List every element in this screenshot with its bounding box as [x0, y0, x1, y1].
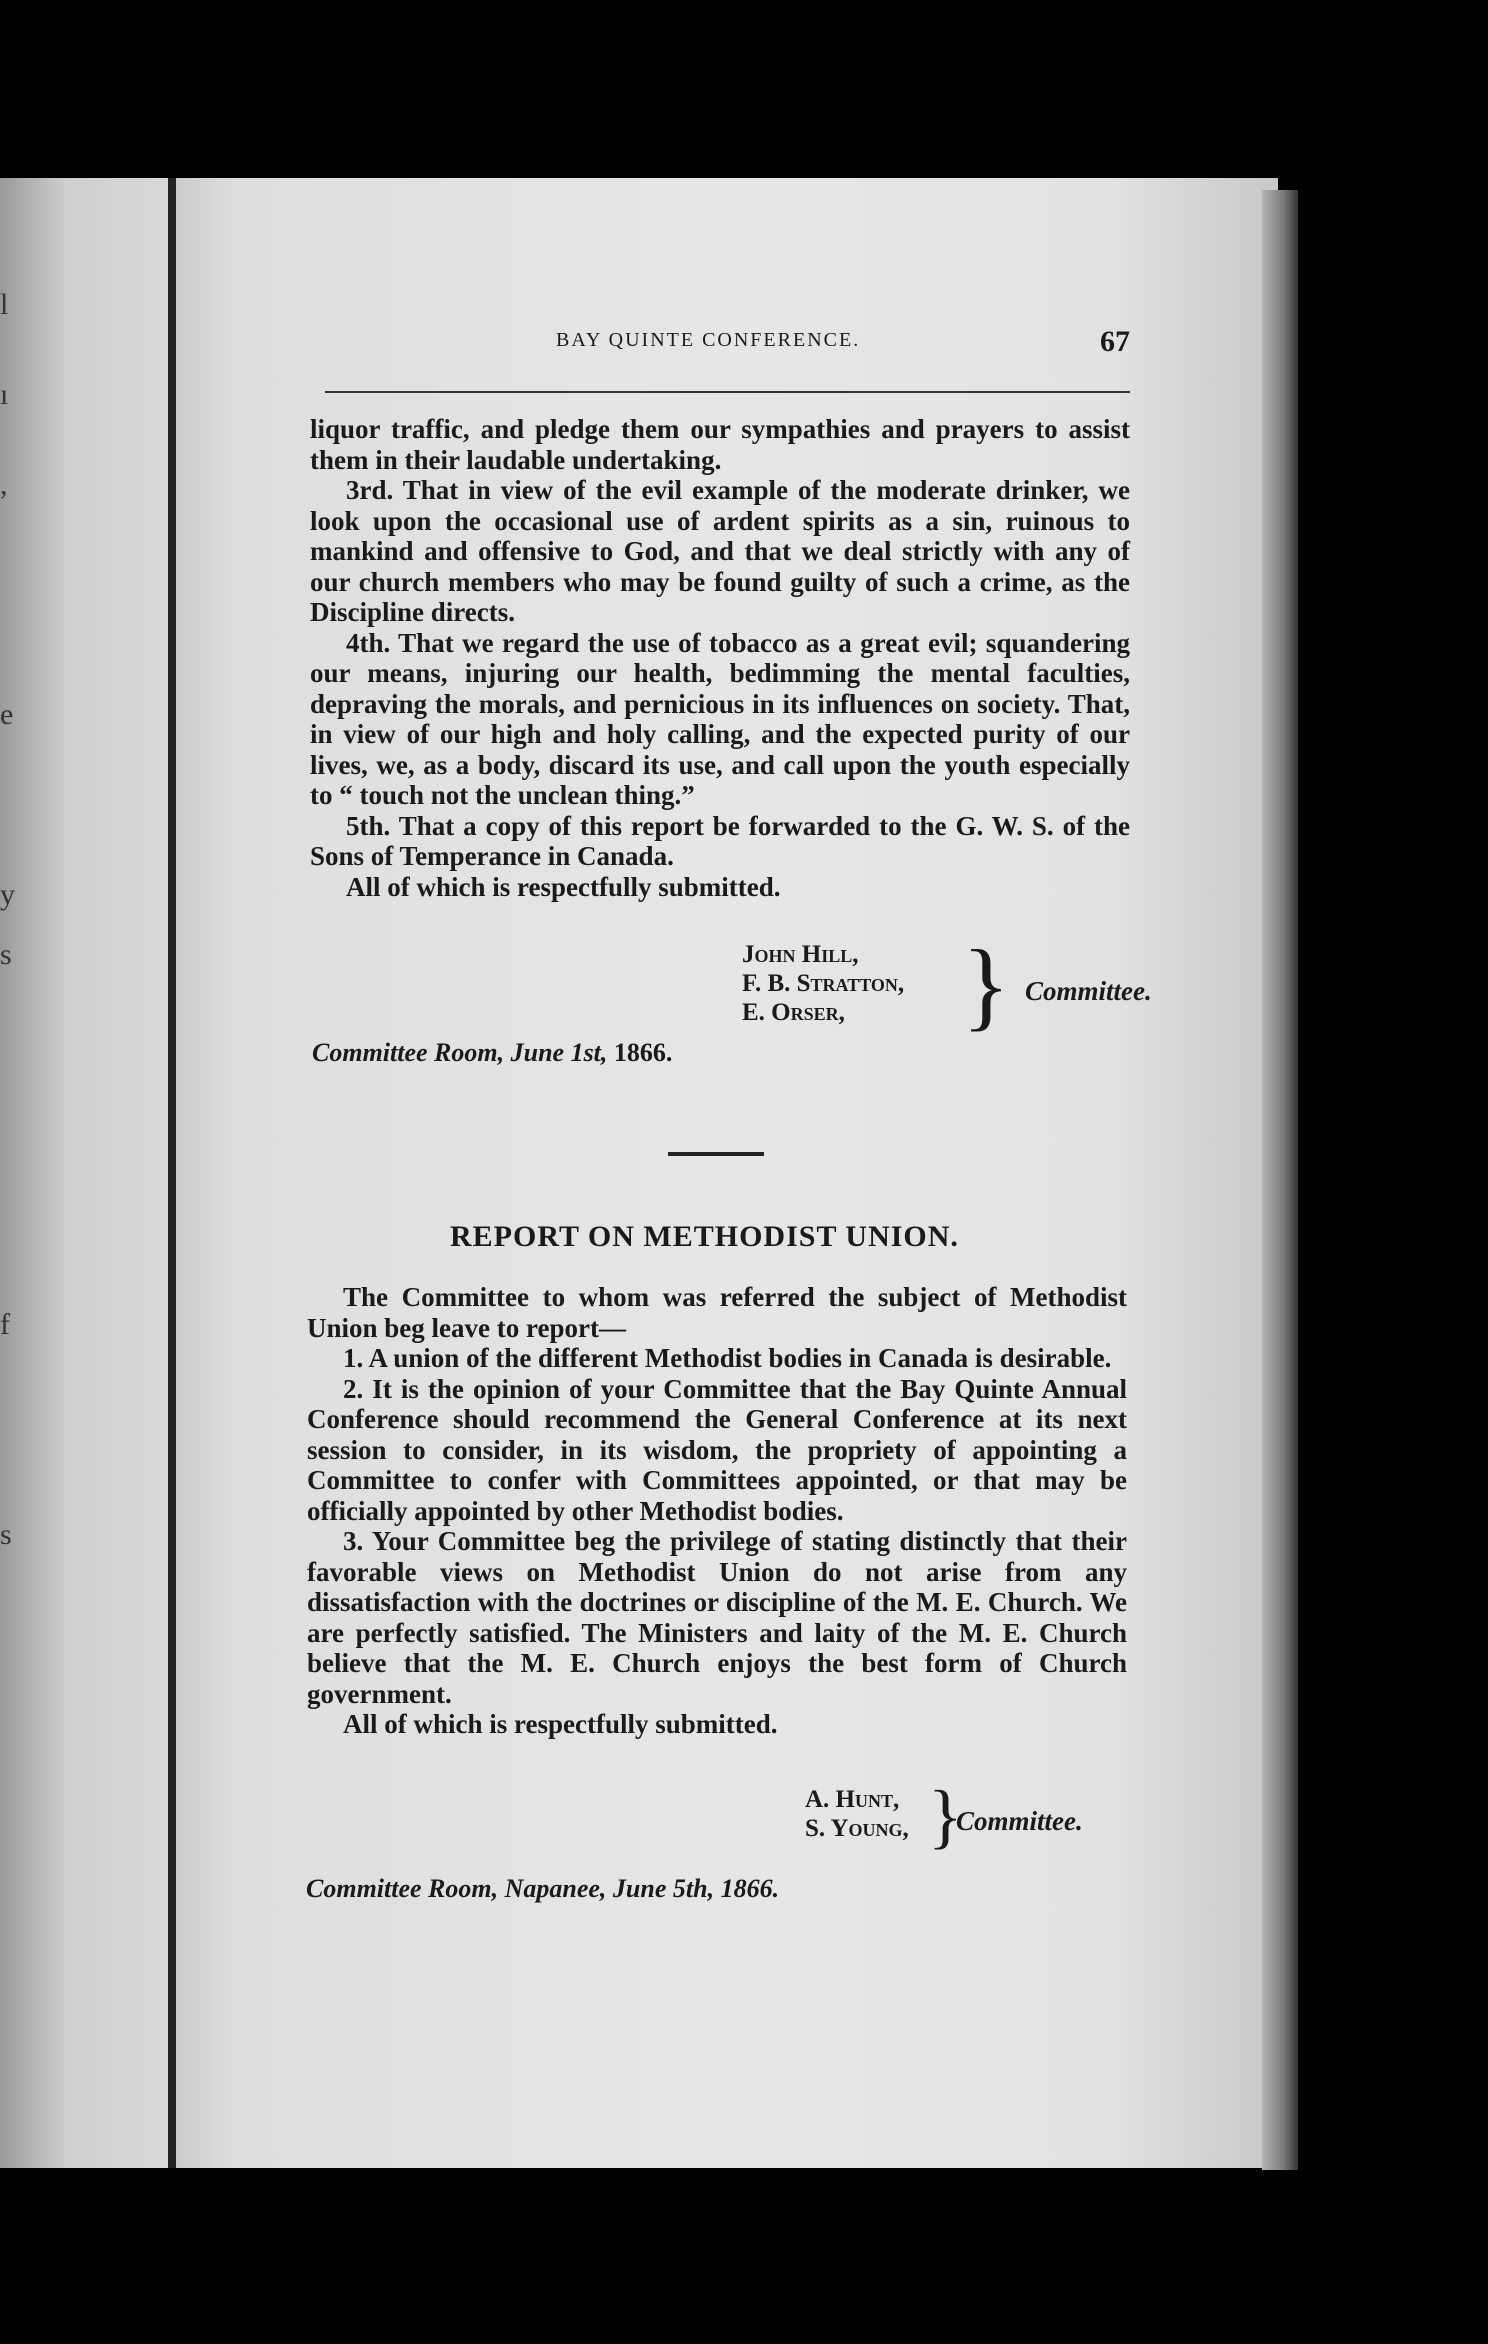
signature-block [742, 940, 904, 1027]
bleed-fragment: ı [0, 378, 9, 411]
running-head: BAY QUINTE CONFERENCE. [556, 329, 861, 351]
signatory-name: John Hill, [742, 941, 859, 968]
brace-glyph: } [962, 929, 1010, 1040]
bleed-fragment: s [0, 938, 12, 971]
brace-glyph: } [928, 1776, 963, 1856]
paragraph: 5th. That a copy of this report be forwarded to the G. W. S. of the Sons of Temperance in Canada. [310, 810, 1130, 871]
bleed-fragment: l [0, 288, 9, 321]
signatory-name: A. Hunt, [805, 1786, 900, 1813]
page-header [320, 325, 1140, 365]
paragraph: 2. It is the opinion of your Committee that the Bay Quinte Annual Conference should recommend the General Conference at its next session to consider, in its wisdom, the propriety of appointing a Committee to confer with Committees appointed, or that may be officially appointed by other Methodist bodies. [307, 1373, 1127, 1526]
page-gutter [168, 178, 176, 2168]
paragraph: 1. A union of the different Methodist bodies in Canada is desirable. [343, 1343, 1112, 1373]
paragraph: 3. Your Committee beg the privilege of stating distinctly that their favorable views on Methodist Union do not arise from any dissatisfaction with the doctrines or discipline of the M. E. Church. We are perfectly satisfied. The Ministers and laity of the M. E. Church believe that the M. E. Church enjoys the best form of Church government. [307, 1526, 1127, 1709]
committee-label: Committee. [956, 1806, 1083, 1836]
dateline [312, 1038, 672, 1068]
paragraph: liquor traffic, and pledge them our sympathies and prayers to assist them in their laudable undertaking. [310, 414, 1130, 475]
paragraph: 4th. That we regard the use of tobacco as a great evil; squandering our means, injuring our health, bedimming the mental faculties, depraving the morals, and pernicious in its influences on society. That, in view of our high and holy calling, and the expected purity of our lives, we, as a body, discard its use, and call upon the youth especially to “ touch not the unclean thing.” [310, 627, 1130, 810]
dateline-place: Committee Room, June 1st, [312, 1038, 608, 1067]
header-rule [325, 391, 1130, 393]
page-edge-shadow [1262, 190, 1298, 2170]
paragraph: All of which is respectfully submitted. [346, 871, 781, 902]
section-divider [668, 1152, 764, 1156]
committee-label: Committee. [1025, 976, 1152, 1006]
bleed-fragment: f [0, 1308, 10, 1341]
dateline-year: 1866. [613, 1038, 673, 1067]
dateline: Committee Room, Napanee, June 5th, 1866. [306, 1874, 780, 1903]
signatory-name: E. Orser, [742, 999, 845, 1026]
paragraph: The Committee to whom was referred the subject of Methodist Union beg leave to report— [307, 1282, 1127, 1343]
methodist-union-body [307, 1282, 1127, 1740]
temperance-report-body [310, 414, 1130, 902]
adjacent-page-strip [0, 178, 168, 2168]
signatory-name: S. Young, [805, 1815, 909, 1842]
bleed-fragment: , [0, 468, 8, 501]
paragraph: 3rd. That in view of the evil example of the moderate drinker, we look upon the occasional use of ardent spirits as a sin, ruinous to mankind and offensive to God, and that we deal strictly with any of our church members who may be found guilty of such a crime, as the Discipline directs. [310, 475, 1130, 627]
paragraph: All of which is respectfully submitted. [343, 1709, 778, 1739]
section-title: REPORT ON METHODIST UNION. [450, 1220, 959, 1253]
signatory-name: F. B. Stratton, [742, 970, 905, 997]
bleed-fragment: e [0, 698, 14, 731]
bleed-fragment: y [0, 878, 15, 911]
page-number: 67 [1100, 325, 1130, 358]
signature-block [805, 1785, 909, 1843]
bleed-fragment: s [0, 1518, 12, 1551]
